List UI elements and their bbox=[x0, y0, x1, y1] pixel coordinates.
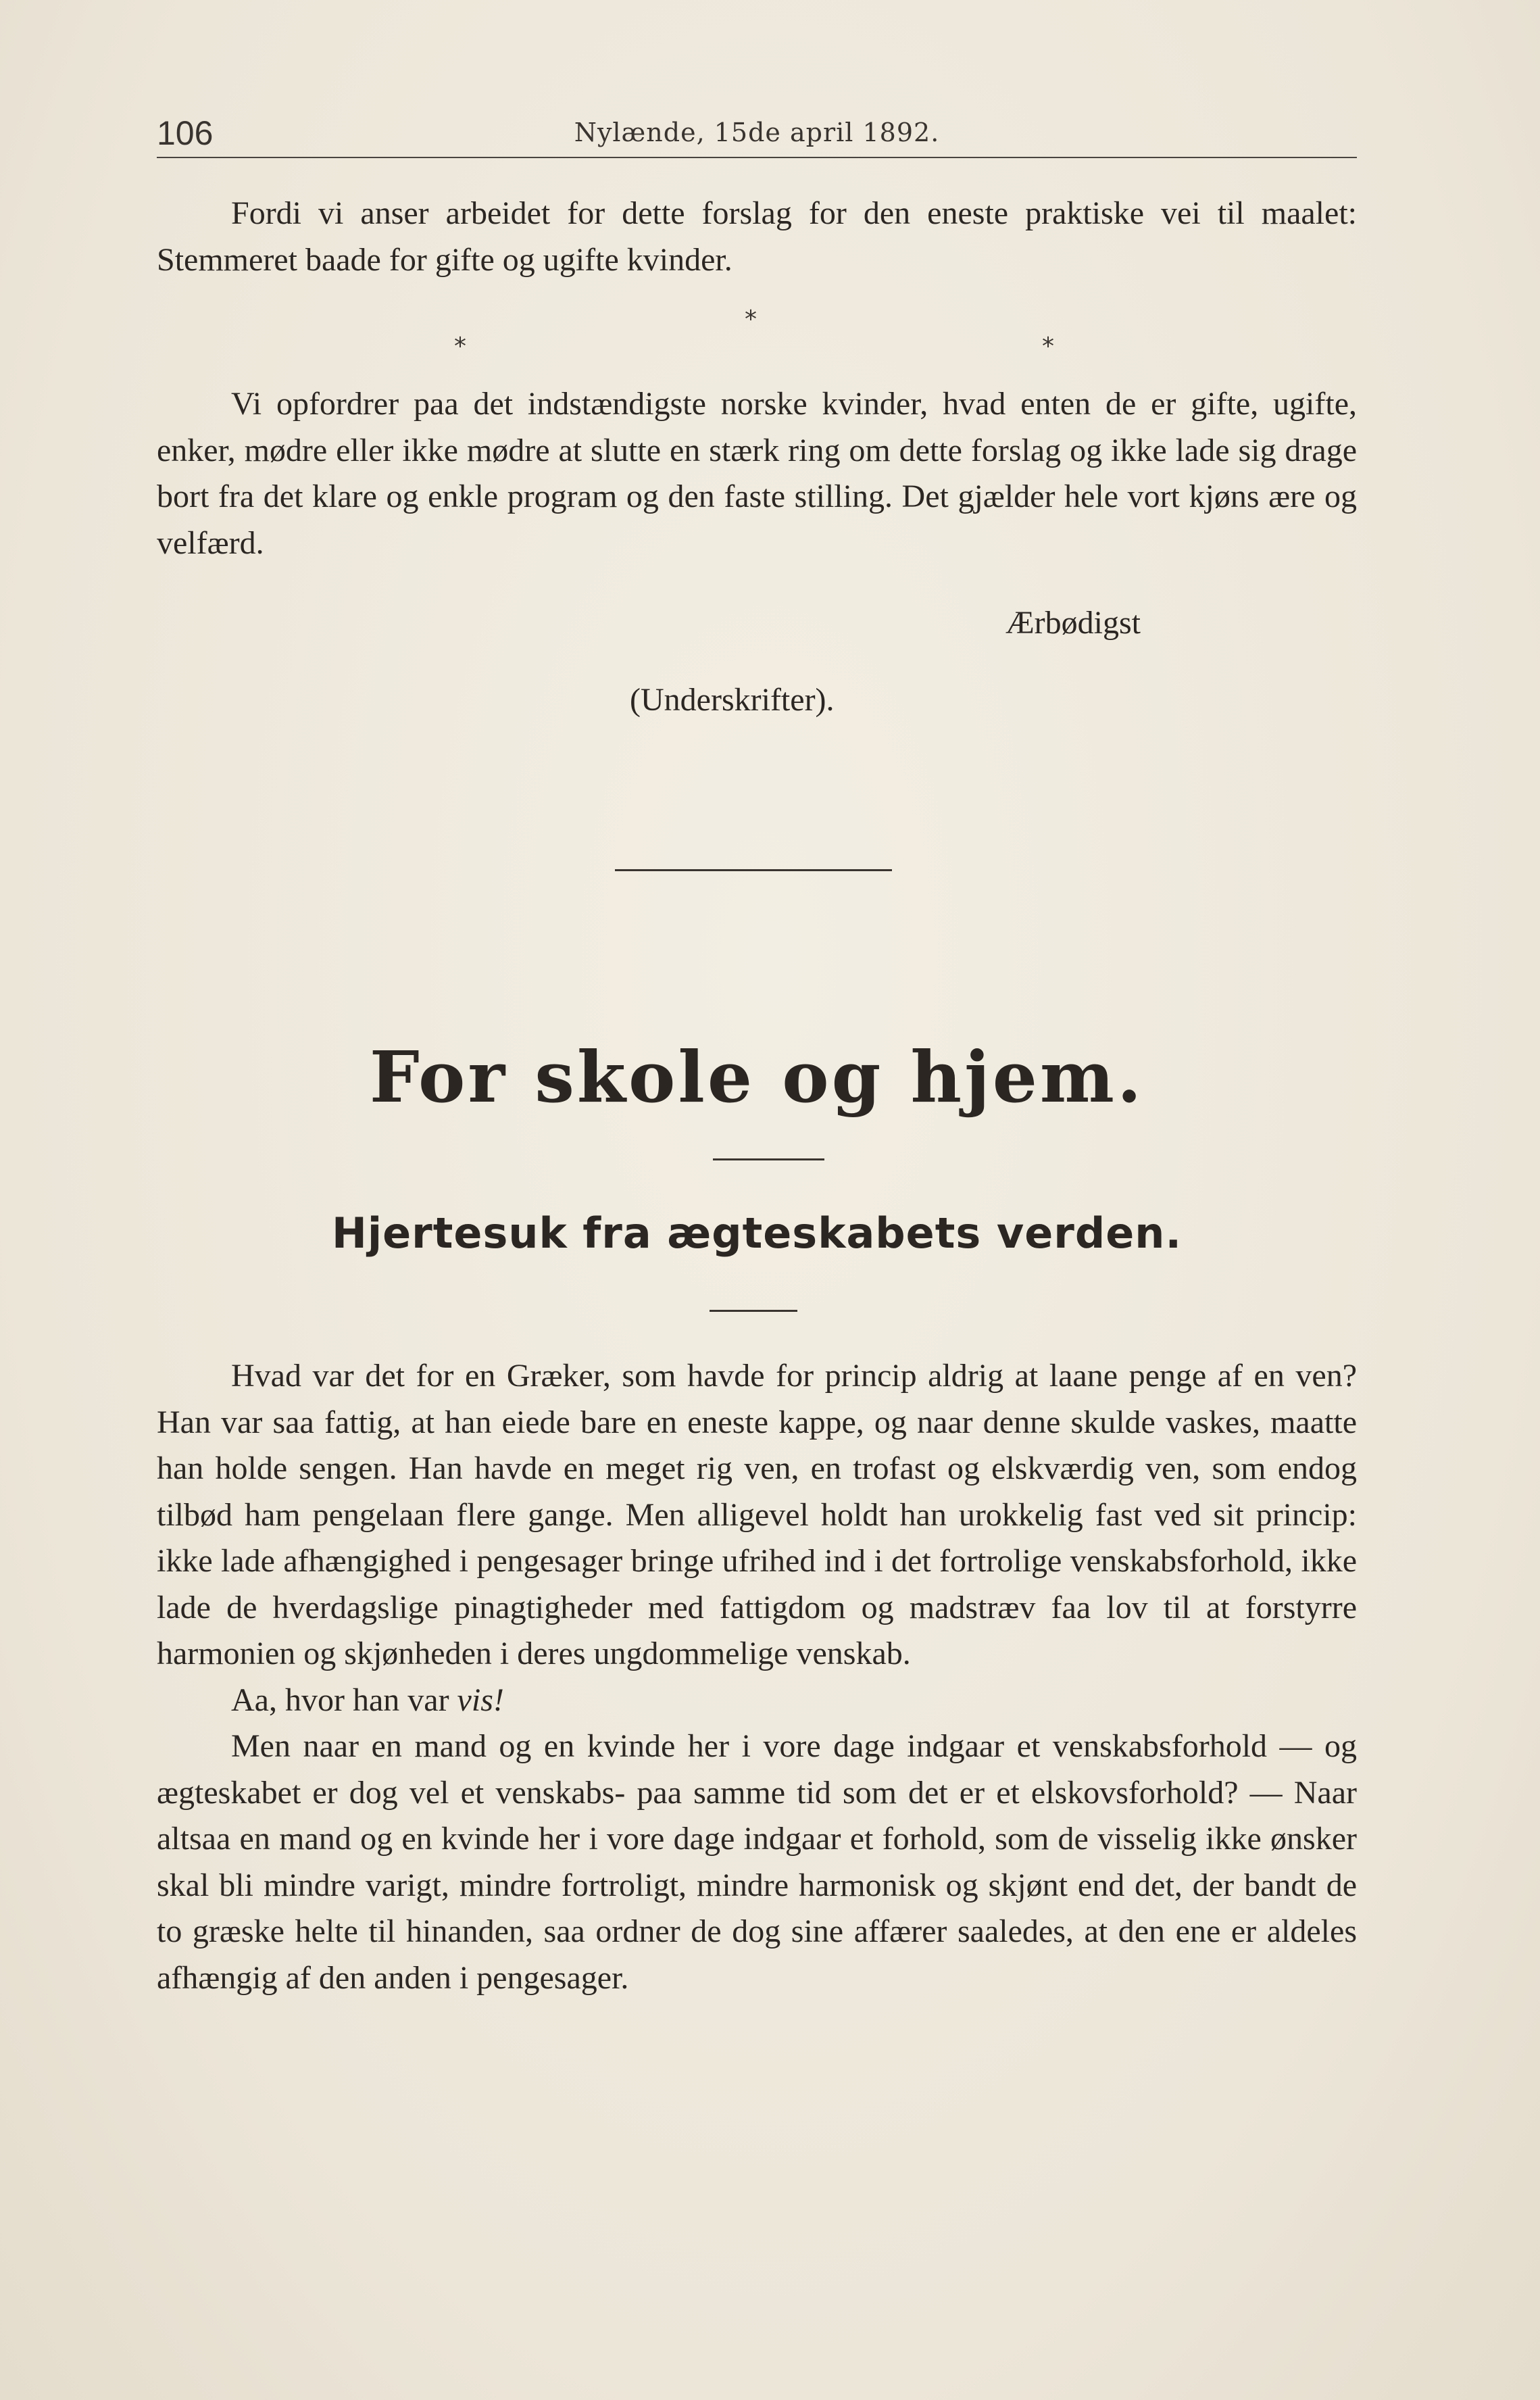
header-rule bbox=[157, 157, 1357, 158]
section1-paragraph-1 bbox=[157, 191, 1357, 283]
asterisk: * bbox=[454, 333, 466, 360]
paragraph: Fordi vi anser arbeidet for dette forslag for den eneste praktiske vei til maalet: Stemmeret baade for gifte og ugifte kvinder. bbox=[157, 195, 1357, 278]
article-title: For skole og hjem. bbox=[369, 1035, 1145, 1119]
section-divider bbox=[615, 869, 892, 871]
paragraph bbox=[157, 1677, 1357, 1724]
paragraph: Vi opfordrer paa det indstændigste norske kvinder, hvad enten de er gifte, ugifte, enker, mødre eller ikke mødre at slutte en stærk ring om dette forslag og ikke lade sig drage bort fra det klare og enkle program og den faste stilling. Det gjælder hele vort kjøns ære og velfærd. bbox=[157, 386, 1357, 561]
subtitle-rule bbox=[710, 1310, 797, 1312]
article-body bbox=[157, 1353, 1357, 2001]
title-rule bbox=[713, 1158, 824, 1160]
emphasis: vis! bbox=[457, 1682, 504, 1718]
article-subtitle: Hjertesuk fra ægteskabets verden. bbox=[331, 1208, 1182, 1258]
asterisk: * bbox=[745, 305, 757, 333]
closing: Ærbødigst bbox=[1005, 605, 1141, 641]
running-head: Nylænde, 15de april 1892. bbox=[574, 118, 940, 147]
paragraph-text: Aa, hvor han var bbox=[231, 1682, 457, 1718]
paragraph: Men naar en mand og en kvinde her i vore dage indgaar et venskabsforhold — og ægteskabet er dog vel et venskabs- paa samme tid som det er et elskovsforhold? — Naar altsaa en mand og en kvinde her i vore dage indgaar et forhold, som de visselig ikke ønsker skal bli mindre varigt, mindre fortroligt, mindre harmonisk og skjønt end det, der bandt de to græske helte til hinanden, saa ordner de dog sine affærer saaledes, at den ene er aldeles afhængig af den anden i pengesager. bbox=[157, 1728, 1357, 1996]
asterisk: * bbox=[1042, 333, 1054, 360]
paragraph: Hvad var det for en Græker, som havde for princip aldrig at laane penge af en ven? Han var saa fattig, at han eiede bare en eneste kappe, og naar denne skulde vaskes, maatte han holde sengen. Han havde en meget rig ven, en trofast og elskværdig ven, som endog tilbød ham pengelaan flere gange. Men alligevel holdt han urokkelig fast ved sit princip: ikke lade afhængighed i pengesager bringe ufrihed ind i det fortrolige venskabsforhold, ikke lade de hverdagslige pinagtigheder med fattigdom og madstræv faa lov til at forstyrre harmonien og skjønheden i deres ungdommelige venskab. bbox=[157, 1358, 1357, 1671]
section1-paragraph-2 bbox=[157, 381, 1357, 566]
asterism bbox=[157, 305, 1357, 360]
page-number: 106 bbox=[157, 114, 214, 152]
page-header bbox=[157, 108, 1357, 155]
signatures: (Underskrifter). bbox=[630, 682, 835, 718]
